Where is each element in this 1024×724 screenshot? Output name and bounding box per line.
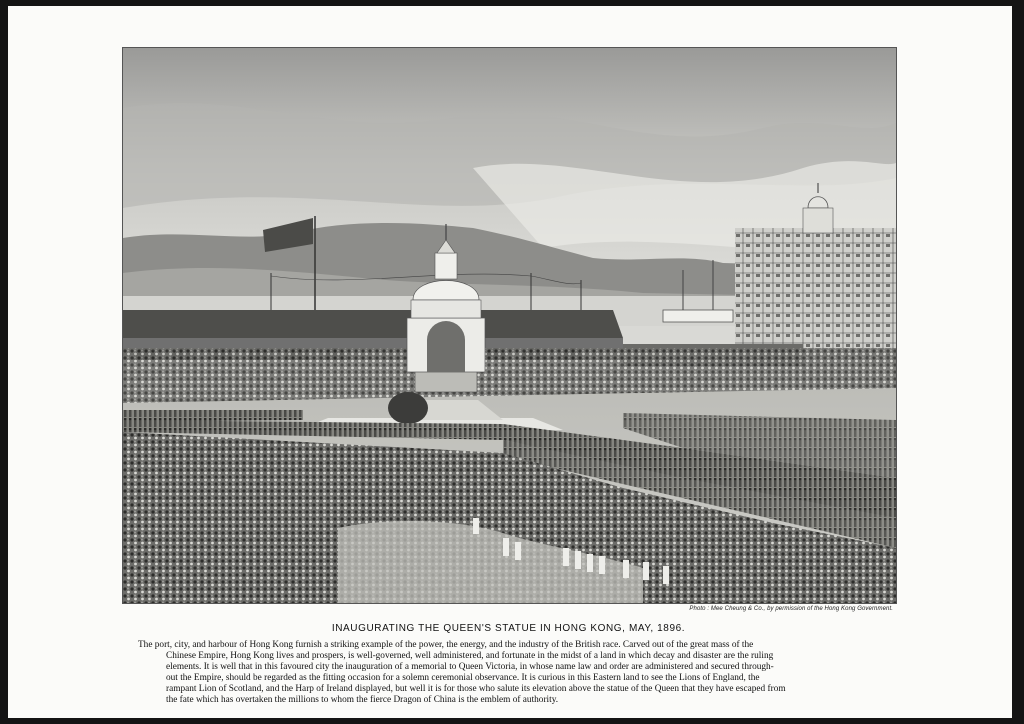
photo-credit: Photo : Mee Cheung & Co., by permission of the Hong Kong Government. (689, 606, 893, 612)
ceremony-photo-illustration (123, 48, 896, 603)
caption-line: the fate which has overtaken the millions to whom the fierce Dragon of China is the emblem of authority. (166, 695, 559, 705)
caption-line: Chinese Empire, Hong Kong lives and prospers, is well-governed, well administered, and fortunate in the midst of a land in which decay and disaster are the ruling (166, 651, 774, 661)
caption-line: elements. It is well that in this favoured city the inauguration of a memorial to Queen Victoria, in whose name law and order are administered and secured through- (166, 662, 774, 672)
caption-line: rampant Lion of Scotland, and the Harp of Ireland displayed, but well it is for those who salute its elevation above the statue of the Queen that they have escaped from (166, 684, 786, 694)
caption-text (138, 640, 880, 706)
caption-line: out the Empire, should be regarded as the fitting occasion for a solemn ceremonial observance. It is curious in this Eastern land to see the Lions of England, the (166, 673, 760, 683)
caption-title: INAUGURATING THE QUEEN'S STATUE IN HONG KONG, MAY, 1896. (331, 623, 686, 634)
photograph (122, 47, 897, 604)
caption-line: The port, city, and harbour of Hong Kong furnish a striking example of the power, the energy, and the industry of the British race. Carved out of the great mass of the (138, 640, 754, 650)
page (8, 6, 1012, 718)
